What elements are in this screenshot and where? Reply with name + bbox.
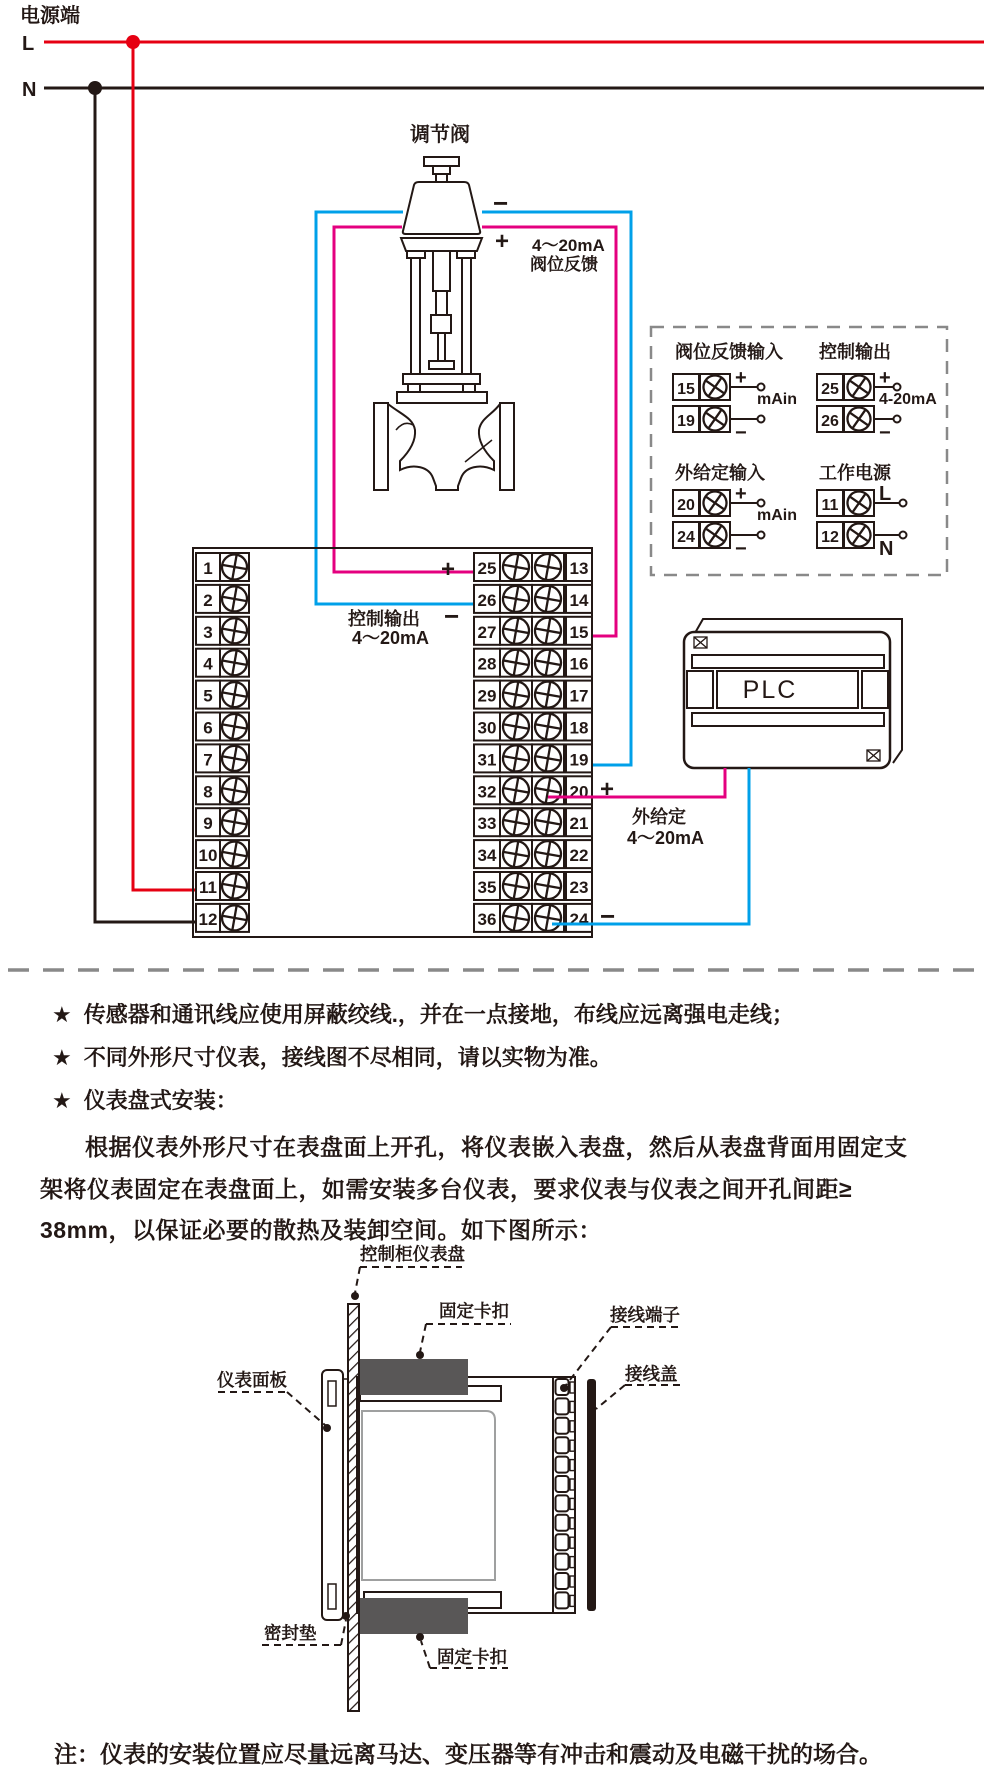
legend-sign: − [735,538,747,560]
legend-terminal-number: 25 [821,381,839,398]
legend-mid-label: 4-20mA [879,391,937,408]
terminal-number: 13 [569,559,589,578]
terminal-number: 9 [203,814,213,834]
terminal-number: 11 [199,878,217,897]
line-l-label: L [22,33,35,55]
terminal-number: 14 [569,590,589,610]
control-output-minus: − [444,601,460,631]
terminal-number: 25 [477,559,497,578]
terminal-number: 28 [477,654,497,674]
fixing-clamp-bottom [359,1598,468,1634]
paragraph-line-2: 架将仪表固定在表盘面上，如需安装多台仪表，要求仪表与仪表之间开孔间距≥ [40,1176,853,1202]
terminal-cell [556,1515,575,1531]
terminal-number: 36 [477,909,497,929]
star-bullet-icon: ★ [52,1088,72,1113]
terminal-number: 19 [569,750,589,770]
terminal-number: 4 [203,654,213,674]
label-terminals: 接线端子 [610,1305,680,1325]
paragraph-line-1: 根据仪表外形尺寸在表盘面上开孔，将仪表嵌入表盘，然后从表盘背面用固定支 [85,1134,908,1160]
paragraph-line-3: 38mm，以保证必要的散热及装卸空间。如下图所示： [40,1217,602,1243]
terminal-number: 35 [477,878,497,897]
terminal-cell [556,1592,575,1608]
feedback-label-line2: 阀位反馈 [530,255,598,274]
legend-terminal-number: 11 [821,497,839,514]
terminal-number: 32 [477,782,497,802]
terminal-number: 12 [198,909,218,929]
terminal-number: 26 [477,590,497,610]
note-1: ★ 传感器和通讯线应使用屏蔽绞线.，并在一点接地，布线应远离强电走线； [52,1002,794,1027]
terminal-cell [556,1437,575,1453]
star-bullet-icon: ★ [52,1002,72,1027]
terminal-number: 20 [569,782,589,802]
line-n-label: N [22,79,37,101]
label-gasket: 密封垫 [264,1623,317,1643]
terminal-number: 33 [477,814,497,834]
terminal-number: 16 [569,654,589,674]
terminal-number: 30 [477,718,497,738]
legend-sign: + [879,367,891,389]
legend-group-title: 工作电源 [819,463,891,483]
front-panel-slot-bottom [328,1584,336,1609]
terminal-number: 21 [569,814,589,834]
plc-label: PLC [742,676,798,704]
ext-setpoint-minus: − [600,901,616,931]
terminal-number: 15 [569,622,589,642]
terminal-number: 23 [569,878,589,897]
legend-sign: + [735,367,747,389]
note-3: ★ 仪表盘式安装： [52,1088,238,1113]
terminal-number: 2 [203,590,213,610]
terminal-number: 3 [203,622,213,642]
terminal-cell [556,1573,575,1589]
terminal-number: 17 [569,686,589,706]
terminal-number: 27 [477,622,497,642]
terminal-cell [556,1476,575,1492]
legend-terminal-number: 24 [677,529,695,546]
control-output-line2: 4～20mA [352,628,430,648]
terminal-number: 1 [203,559,213,578]
terminal-number: 24 [569,909,589,929]
terminal-number: 31 [477,750,497,770]
terminal-number: 29 [477,686,497,706]
legend-sign: N [879,538,894,560]
legend-sign: − [735,422,747,444]
label-panel-board: 控制柜仪表盘 [360,1244,465,1264]
label-clamp-top: 固定卡扣 [439,1301,509,1321]
ext-setpoint-line2: 4～20mA [627,828,705,848]
note-2: ★ 不同外形尺寸仪表，接线图不尽相同，请以实物为准。 [52,1045,612,1070]
footnote: 注：仪表的安装位置应尽量远离马达、变压器等有冲击和震动及电磁干扰的场合。 [54,1741,882,1767]
legend-group-title: 控制输出 [819,342,891,362]
instrument-screen [362,1411,495,1580]
ext-setpoint-plus: + [600,776,615,803]
terminal-cell [556,1398,575,1414]
power-terminal-title: 电源端 [20,5,80,27]
valve-title: 调节阀 [410,124,470,146]
terminal-cell [556,1534,575,1550]
legend-terminal-number: 19 [677,413,695,430]
legend-terminal-number: 15 [677,381,695,398]
label-clamp-bottom: 固定卡扣 [437,1647,507,1667]
terminal-cell [556,1418,575,1434]
terminal-number: 10 [198,846,218,866]
valve-minus-sign: − [493,188,509,218]
feedback-label-line1: 4～20mA [532,236,605,255]
terminal-cell [556,1495,575,1511]
front-panel [322,1370,343,1620]
terminal-cell [556,1554,575,1570]
terminal-number: 7 [203,750,213,770]
ext-setpoint-line1: 外给定 [632,807,686,827]
terminal-cell [556,1457,575,1473]
legend-sign: L [879,483,892,505]
legend-sign: − [879,422,891,444]
terminal-number: 6 [203,718,213,738]
front-panel-slot-top [328,1381,336,1406]
legend-terminal-number: 26 [821,413,839,430]
terminal-number: 18 [569,718,589,738]
legend-mid-label: mAin [757,391,797,408]
legend-group-title: 外给定输入 [675,463,765,483]
legend-mid-label: mAin [757,507,797,524]
legend-sign: + [735,483,747,505]
label-front-panel: 仪表面板 [217,1370,287,1390]
label-cover: 接线盖 [625,1364,678,1384]
terminal-cover [587,1379,596,1611]
legend-terminal-number: 12 [821,529,839,546]
terminal-number: 22 [569,846,589,866]
terminal-number: 34 [477,846,497,866]
cabinet-panel-strip [348,1304,359,1711]
fixing-clamp-top [359,1359,468,1395]
control-output-plus: + [441,556,456,583]
control-output-line1: 控制输出 [348,609,420,629]
legend-group-title: 阀位反馈输入 [675,342,783,362]
star-bullet-icon: ★ [52,1045,72,1070]
terminal-number: 5 [203,686,213,706]
terminal-number: 8 [203,782,213,802]
legend-terminal-number: 20 [677,497,695,514]
valve-plus-sign: + [495,228,510,255]
